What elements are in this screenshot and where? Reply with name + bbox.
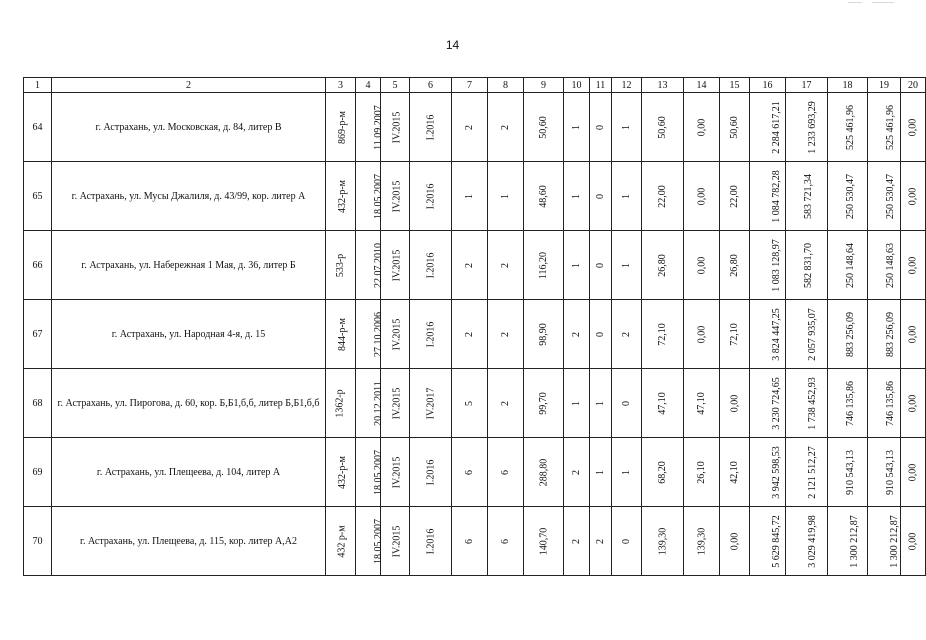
rotated-value: 18.05.2007 <box>373 518 384 564</box>
value-cell <box>612 438 642 507</box>
rotated-value: 1 084 782,28 <box>770 169 782 223</box>
value-cell <box>828 231 868 300</box>
rotated-value: 910 543,13 <box>885 449 896 495</box>
rotated-value: 2 121 512,27 <box>806 445 818 499</box>
value-cell <box>750 369 786 438</box>
rotated-value: 250 148,64 <box>845 242 856 288</box>
value-cell <box>750 231 786 300</box>
rotated-value: I.2016 <box>425 114 436 140</box>
value-cell <box>356 231 384 300</box>
rotated-value: 2 <box>571 469 582 475</box>
value-cell <box>488 438 524 507</box>
rotated-value: 6 <box>500 538 511 544</box>
rotated-value: I.2016 <box>425 183 436 209</box>
value-cell <box>750 93 786 162</box>
rotated-value: 1 <box>595 469 606 475</box>
address-cell: г. Астрахань, ул. Народная 4-я, д. 15 <box>52 300 326 369</box>
value-cell <box>786 162 828 231</box>
value-cell <box>684 93 720 162</box>
address-cell: г. Астрахань, ул. Пирогова, д. 60, кор. Б,Б1,б,б, литер Б,Б1,б,б <box>52 369 326 438</box>
rotated-value: 1362-р <box>335 388 346 418</box>
value-cell <box>720 369 750 438</box>
value-cell <box>356 300 384 369</box>
value-cell <box>684 231 720 300</box>
column-header: 14 <box>684 78 720 93</box>
value-cell <box>786 438 828 507</box>
value-cell <box>488 507 524 576</box>
value-cell <box>642 507 684 576</box>
value-cell <box>612 93 642 162</box>
table-row <box>24 507 926 576</box>
address-cell: г. Астрахань, ул. Плещеева, д. 104, литер А <box>52 438 326 507</box>
rotated-value: 0,00 <box>696 325 707 343</box>
value-cell <box>684 300 720 369</box>
value-cell <box>410 231 452 300</box>
row-number-cell: 66 <box>24 231 52 300</box>
rotated-value: 0,00 <box>907 394 919 412</box>
value-cell <box>381 231 410 300</box>
value-cell <box>786 369 828 438</box>
value-cell <box>750 507 786 576</box>
value-cell <box>524 300 564 369</box>
value-cell <box>612 231 642 300</box>
rotated-value: 72,10 <box>729 322 740 346</box>
rotated-value: 0,00 <box>729 394 740 412</box>
rotated-value: 1 300 212,87 <box>848 514 860 568</box>
rotated-value: 27.10.2006 <box>373 311 384 357</box>
value-cell <box>684 438 720 507</box>
address-cell: г. Астрахань, ул. Московская, д. 84, литер В <box>52 93 326 162</box>
value-cell <box>564 507 590 576</box>
rotated-value: IV.2015 <box>391 525 403 557</box>
rotated-value: 72,10 <box>657 322 668 346</box>
value-cell <box>356 93 384 162</box>
rotated-value: 50,60 <box>729 115 740 139</box>
value-cell <box>590 93 612 162</box>
value-cell <box>901 231 926 300</box>
column-header: 9 <box>524 78 564 93</box>
value-cell <box>642 300 684 369</box>
value-cell <box>452 93 488 162</box>
value-cell <box>901 300 926 369</box>
value-cell <box>720 93 750 162</box>
scan-mark <box>848 2 862 3</box>
row-number-cell: 65 <box>24 162 52 231</box>
value-cell <box>524 231 564 300</box>
column-header: 6 <box>410 78 452 93</box>
value-cell <box>564 300 590 369</box>
rotated-value: 525 461,96 <box>845 104 856 150</box>
row-number-cell: 67 <box>24 300 52 369</box>
rotated-value: I.2016 <box>425 459 436 485</box>
value-cell <box>786 300 828 369</box>
value-cell <box>612 162 642 231</box>
rotated-value: 2 <box>571 538 582 544</box>
value-cell <box>612 300 642 369</box>
rotated-value: 0 <box>595 262 606 268</box>
rotated-value: 3 942 598,53 <box>770 445 782 499</box>
value-cell <box>326 162 356 231</box>
value-cell <box>828 369 868 438</box>
rotated-value: 47,10 <box>657 391 668 415</box>
rotated-value: 18.05.2007 <box>373 449 384 495</box>
rotated-value: I.2016 <box>425 252 436 278</box>
rotated-value: 140,70 <box>538 527 549 555</box>
value-cell <box>590 438 612 507</box>
value-cell <box>612 507 642 576</box>
table-row <box>24 231 926 300</box>
rotated-value: 0,00 <box>907 463 919 481</box>
value-cell <box>488 162 524 231</box>
rotated-value: 883 256,09 <box>885 311 896 357</box>
value-cell <box>750 300 786 369</box>
value-cell <box>564 162 590 231</box>
value-cell <box>524 369 564 438</box>
value-cell <box>326 93 356 162</box>
rotated-value: 2 284 617,21 <box>770 100 782 154</box>
rotated-value: 50,60 <box>538 115 549 139</box>
value-cell <box>720 438 750 507</box>
value-cell <box>381 162 410 231</box>
rotated-value: 2 <box>571 331 582 337</box>
address-cell: г. Астрахань, ул. Мусы Джалиля, д. 43/99, кор. литер А <box>52 162 326 231</box>
rotated-value: 0,00 <box>907 325 919 343</box>
rotated-value: 2 <box>464 262 475 268</box>
value-cell <box>684 162 720 231</box>
rotated-value: IV.2017 <box>424 387 436 419</box>
rotated-value: 250 148,63 <box>885 242 896 288</box>
value-cell <box>410 369 452 438</box>
scan-mark <box>872 2 894 3</box>
value-cell <box>901 507 926 576</box>
rotated-value: 1 300 212,87 <box>888 514 900 568</box>
rotated-value: 0 <box>621 400 632 406</box>
rotated-value: 0,00 <box>696 118 707 136</box>
rotated-value: 0,00 <box>907 256 919 274</box>
value-cell <box>868 507 901 576</box>
rotated-value: 0 <box>595 124 606 130</box>
rotated-value: 2 <box>500 262 511 268</box>
value-cell <box>356 162 384 231</box>
rotated-value: 6 <box>464 469 475 475</box>
rotated-value: 2 <box>500 331 511 337</box>
value-cell <box>590 162 612 231</box>
column-header: 2 <box>52 78 326 93</box>
column-header: 18 <box>828 78 868 93</box>
rotated-value: 1 <box>595 400 606 406</box>
value-cell <box>381 507 410 576</box>
value-cell <box>642 93 684 162</box>
value-cell <box>868 93 901 162</box>
rotated-value: 0,00 <box>696 256 707 274</box>
value-cell <box>326 438 356 507</box>
rotated-value: 68,20 <box>657 460 668 484</box>
rotated-value: 11.09.2007 <box>372 104 384 150</box>
value-cell <box>524 507 564 576</box>
rotated-value: 1 083 128,97 <box>770 238 782 292</box>
rotated-value: 0,00 <box>696 187 707 205</box>
column-header: 4 <box>356 78 381 93</box>
value-cell <box>590 369 612 438</box>
rotated-value: 26,10 <box>696 460 707 484</box>
value-cell <box>828 507 868 576</box>
rotated-value: 22,00 <box>729 184 740 208</box>
value-cell <box>901 369 926 438</box>
value-cell <box>868 231 901 300</box>
value-cell <box>564 369 590 438</box>
value-cell <box>356 369 384 438</box>
rotated-value: 2 <box>500 124 511 130</box>
rotated-value: 0,00 <box>907 532 919 550</box>
rotated-value: IV.2015 <box>391 249 403 281</box>
page-number: 14 <box>445 38 460 52</box>
value-cell <box>828 93 868 162</box>
value-cell <box>381 369 410 438</box>
value-cell <box>356 438 384 507</box>
value-cell <box>326 231 356 300</box>
rotated-value: 2 <box>500 400 511 406</box>
value-cell <box>524 438 564 507</box>
rotated-value: 1 <box>571 400 582 406</box>
row-number-cell: 68 <box>24 369 52 438</box>
address-cell: г. Астрахань, ул. Набережная 1 Мая, д. 36, литер Б <box>52 231 326 300</box>
value-cell <box>381 93 410 162</box>
rotated-value: 22,00 <box>657 184 668 208</box>
value-cell <box>410 507 452 576</box>
value-cell <box>410 438 452 507</box>
value-cell <box>452 162 488 231</box>
housing-registry-table <box>23 77 926 576</box>
value-cell <box>488 300 524 369</box>
column-header: 17 <box>786 78 828 93</box>
value-cell <box>828 300 868 369</box>
address-cell: г. Астрахань, ул. Плещеева, д. 115, кор. литер А,А2 <box>52 507 326 576</box>
rotated-value: 2 <box>464 331 475 337</box>
rotated-value: 3 029 419,98 <box>806 514 818 568</box>
table-row <box>24 369 926 438</box>
value-cell <box>901 162 926 231</box>
row-number-cell: 64 <box>24 93 52 162</box>
value-cell <box>684 507 720 576</box>
rotated-value: 99,70 <box>538 391 549 415</box>
rotated-value: 0 <box>595 193 606 199</box>
value-cell <box>381 438 410 507</box>
rotated-value: 50,60 <box>657 115 668 139</box>
value-cell <box>642 369 684 438</box>
rotated-value: 1 738 452,93 <box>806 376 818 430</box>
value-cell <box>452 369 488 438</box>
value-cell <box>684 369 720 438</box>
value-cell <box>868 369 901 438</box>
rotated-value: 582 831,70 <box>803 242 814 288</box>
value-cell <box>720 162 750 231</box>
rotated-value: 139,30 <box>657 527 668 555</box>
value-cell <box>410 93 452 162</box>
value-cell <box>868 438 901 507</box>
rotated-value: I.2016 <box>425 528 436 554</box>
rotated-value: 1 <box>464 193 475 199</box>
rotated-value: 1 <box>621 193 632 199</box>
rotated-value: 26,80 <box>657 253 668 277</box>
value-cell <box>524 93 564 162</box>
value-cell <box>452 507 488 576</box>
value-cell <box>564 438 590 507</box>
column-header: 1 <box>24 78 52 93</box>
rotated-value: 0 <box>595 331 606 337</box>
row-number-cell: 69 <box>24 438 52 507</box>
value-cell <box>901 93 926 162</box>
rotated-value: 0,00 <box>729 532 740 550</box>
rotated-value: 139,30 <box>696 527 707 555</box>
rotated-value: 18.05.2007 <box>373 173 384 219</box>
value-cell <box>828 438 868 507</box>
rotated-value: 1 <box>571 193 582 199</box>
rotated-value: 116,20 <box>537 251 549 279</box>
column-header: 12 <box>612 78 642 93</box>
rotated-value: IV.2015 <box>391 456 403 488</box>
value-cell <box>410 162 452 231</box>
column-header: 16 <box>750 78 786 93</box>
rotated-value: 22.07.2010 <box>373 242 384 288</box>
value-cell <box>720 231 750 300</box>
rotated-value: 1 <box>621 262 632 268</box>
value-cell <box>488 93 524 162</box>
rotated-value: 1 233 693,29 <box>806 100 818 154</box>
value-cell <box>488 231 524 300</box>
column-number-row <box>24 78 926 93</box>
value-cell <box>750 162 786 231</box>
rotated-value: 910 543,13 <box>845 449 856 495</box>
value-cell <box>326 369 356 438</box>
value-cell <box>642 231 684 300</box>
rotated-value: 3 824 447,25 <box>770 307 782 361</box>
value-cell <box>356 507 384 576</box>
rotated-value: 2 <box>621 331 632 337</box>
value-cell <box>901 438 926 507</box>
column-header: 8 <box>488 78 524 93</box>
value-cell <box>326 507 356 576</box>
rotated-value: 6 <box>500 469 511 475</box>
rotated-value: 42,10 <box>729 460 740 484</box>
rotated-value: 47,10 <box>696 391 707 415</box>
rotated-value: IV.2015 <box>391 111 403 143</box>
rotated-value: 533-р <box>335 253 346 277</box>
value-cell <box>524 162 564 231</box>
column-header: 7 <box>452 78 488 93</box>
rotated-value: 1 <box>571 124 582 130</box>
value-cell <box>590 231 612 300</box>
value-cell <box>786 93 828 162</box>
value-cell <box>642 438 684 507</box>
value-cell <box>786 231 828 300</box>
rotated-value: 26,80 <box>729 253 740 277</box>
rotated-value: 250 530,47 <box>845 173 856 219</box>
value-cell <box>381 300 410 369</box>
rotated-value: IV.2015 <box>391 180 403 212</box>
rotated-value: 432-р-м <box>337 455 348 489</box>
rotated-value: I.2016 <box>425 321 436 347</box>
value-cell <box>720 507 750 576</box>
rotated-value: 1 <box>621 469 632 475</box>
table-row <box>24 93 926 162</box>
value-cell <box>720 300 750 369</box>
rotated-value: 2 057 935,07 <box>806 307 818 361</box>
column-header: 5 <box>381 78 410 93</box>
column-header: 10 <box>564 78 590 93</box>
rotated-value: 0,00 <box>907 187 919 205</box>
table-body <box>24 93 926 576</box>
value-cell <box>612 369 642 438</box>
rotated-value: 432 р-м <box>336 524 348 558</box>
value-cell <box>410 300 452 369</box>
rotated-value: 1 <box>500 193 511 199</box>
value-cell <box>750 438 786 507</box>
rotated-value: 1 <box>621 124 632 130</box>
rotated-value: IV.2015 <box>391 318 403 350</box>
value-cell <box>564 93 590 162</box>
rotated-value: 2 <box>464 124 475 130</box>
rotated-value: 583 721,34 <box>803 173 814 219</box>
table-row <box>24 438 926 507</box>
value-cell <box>452 231 488 300</box>
rotated-value: 5 629 845,72 <box>770 514 782 568</box>
value-cell <box>590 507 612 576</box>
column-header: 20 <box>901 78 926 93</box>
value-cell <box>642 162 684 231</box>
value-cell <box>868 300 901 369</box>
value-cell <box>452 300 488 369</box>
value-cell <box>488 369 524 438</box>
rotated-value: 2 <box>595 538 606 544</box>
rotated-value: 869-р-м <box>337 110 348 144</box>
value-cell <box>828 162 868 231</box>
rotated-value: 6 <box>464 538 475 544</box>
table-row <box>24 300 926 369</box>
value-cell <box>786 507 828 576</box>
value-cell <box>326 300 356 369</box>
column-header: 3 <box>326 78 356 93</box>
rotated-value: 0 <box>621 538 632 544</box>
rotated-value: IV.2015 <box>391 387 403 419</box>
rotated-value: 98,90 <box>538 322 549 346</box>
value-cell <box>590 300 612 369</box>
column-header: 19 <box>868 78 901 93</box>
rotated-value: 5 <box>464 400 475 406</box>
value-cell <box>564 231 590 300</box>
value-cell <box>868 162 901 231</box>
column-header: 15 <box>720 78 750 93</box>
rotated-value: 250 530,47 <box>885 173 896 219</box>
column-header: 13 <box>642 78 684 93</box>
rotated-value: 525 461,96 <box>885 104 896 150</box>
column-header: 11 <box>590 78 612 93</box>
rotated-value: 288,80 <box>538 458 549 486</box>
rotated-value: 48,60 <box>538 184 549 208</box>
rotated-value: 883 256,09 <box>845 311 856 357</box>
rotated-value: 3 230 724,65 <box>770 376 782 430</box>
rotated-value: 0,00 <box>907 118 919 136</box>
table-row <box>24 162 926 231</box>
rotated-value: 432-р-м <box>337 179 348 213</box>
rotated-value: 844-р-м <box>337 317 348 351</box>
rotated-value: 746 135,86 <box>885 380 896 426</box>
rotated-value: 1 <box>571 262 582 268</box>
value-cell <box>452 438 488 507</box>
row-number-cell: 70 <box>24 507 52 576</box>
rotated-value: 746 135,86 <box>845 380 856 426</box>
rotated-value: 20.12.2011 <box>372 380 384 426</box>
